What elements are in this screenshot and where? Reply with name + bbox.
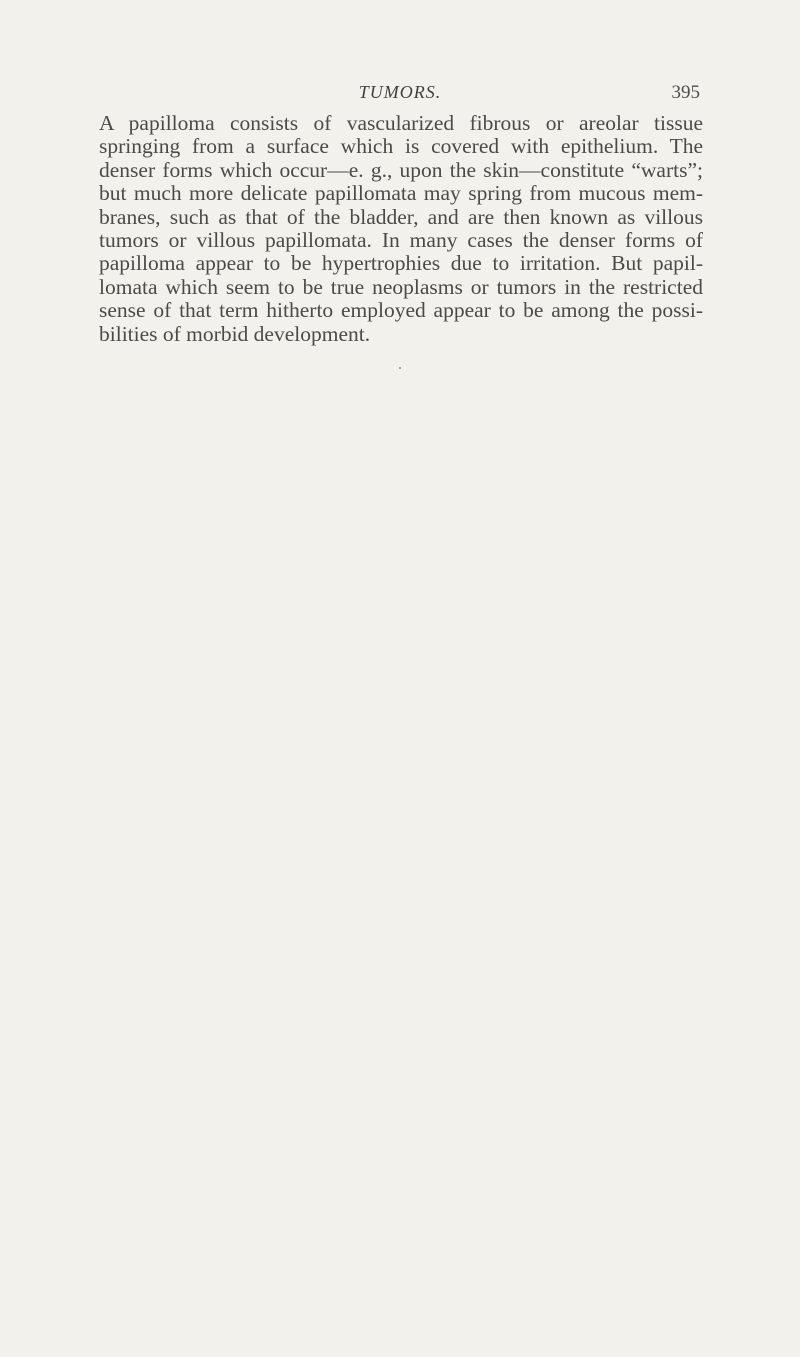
text-line: tumors or villous papillomata. In many cases the denser forms of xyxy=(99,228,703,253)
text-line: A papilloma consists of vascularized fibrous or areolar tissue xyxy=(99,111,703,135)
text-line: lomata which seem to be true neoplasms or tumors in the restricted xyxy=(99,274,703,299)
paper-speck xyxy=(399,367,401,369)
text-line: sense of that term hitherto employed appear to be among the possi- xyxy=(99,298,703,323)
running-title: TUMORS. xyxy=(358,82,442,102)
text-line: denser forms which occur—e. g., upon the skin—constitute “warts”; xyxy=(99,157,703,182)
running-head xyxy=(100,82,700,108)
body-paragraph xyxy=(99,112,703,346)
text-line: bilities of morbid development. xyxy=(99,321,371,346)
text-line: branes, such as that of the bladder, and are then known as villous xyxy=(99,204,703,229)
text-line: papilloma appear to be hypertrophies due to irritation. But papil- xyxy=(99,251,703,276)
text-line: springing from a surface which is covered with epithelium. The xyxy=(99,134,703,159)
page-number: 395 xyxy=(671,82,700,103)
text-line: but much more delicate papillomata may spring from mucous mem- xyxy=(99,181,703,206)
